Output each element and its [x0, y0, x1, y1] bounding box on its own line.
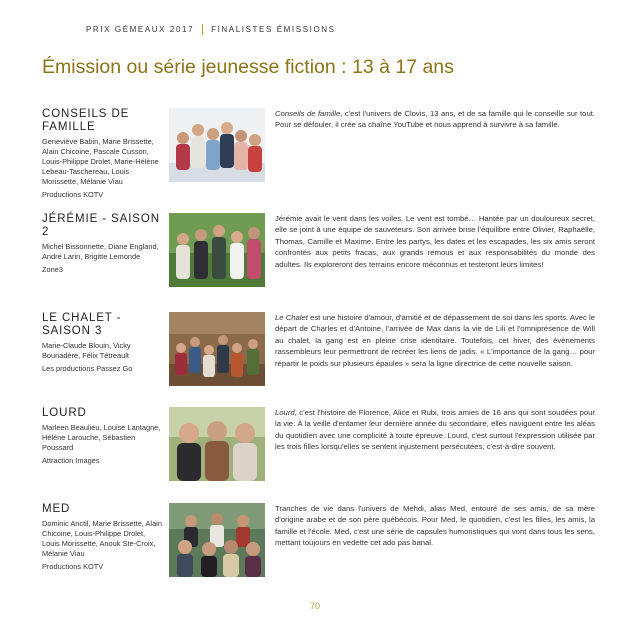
show-title: LOURD: [42, 407, 87, 419]
description-text: , c'est l'histoire de Florence, Alice et Rubi, trois amies de 16 ans qui sont soudées pour la vie. À la veille d'entamer leur dernière année du secondaire, elles naviguent entre les aléas du quotidien avec une complicité à toute épreuve. Lourd, c'est surtout l'expression utilisée par les trois filles lorsqu'elles se sentent injustement persécutées, c'est-à-dire souvent.: [275, 408, 595, 452]
show-description: [275, 407, 595, 453]
production-company: Zone3: [42, 265, 63, 274]
finalist-entry: [42, 213, 597, 303]
show-description: [275, 312, 595, 369]
running-header: [86, 24, 336, 35]
cast-photo-image: [169, 503, 265, 577]
description-italic-title: Le Chalet: [275, 313, 308, 322]
show-title: JÉRÉMIE - SAISON 2: [42, 213, 160, 238]
finalist-entry: [42, 407, 597, 497]
show-description: [275, 213, 595, 270]
description-italic-title: Conseils de famille: [275, 109, 341, 118]
page-title: Émission ou série jeunesse fiction : 13 à 17 ans: [42, 56, 454, 78]
description-text: , c'est l'univers de Clovis, 13 ans, et de sa famille qui le conseille sur tout. Pour se défouler, il crée sa chaîne YouTube et nous apprend à survivre à sa famille.: [275, 109, 595, 130]
description-italic-title: Lourd: [275, 408, 295, 417]
entry-info: [42, 213, 162, 275]
show-credits: Dominic Anctil, Marie Brissette, Alain Chicoine, Louis-Philippe Drolet, Louis Morissette, Anouk Ste-Croix, Mélanie Viau: [42, 519, 162, 558]
production-company: Attraction Images: [42, 456, 100, 465]
cast-photo-image: [169, 108, 265, 182]
finalist-entry: [42, 108, 597, 198]
cast-photo-image: [169, 407, 265, 481]
finalist-entry: [42, 503, 597, 593]
show-photo: [169, 503, 265, 577]
entry-info: [42, 108, 162, 200]
show-photo: [169, 213, 265, 287]
show-credits: Geneviève Babin, Marie Brissette, Alain Chicoine, Pascale Cusson, Louis-Philippe Drolet, Marie-Hélène Lebeau-Taschereau, Louis Morissette, Mélanie Viau: [42, 137, 159, 186]
entry-info: [42, 312, 162, 374]
show-credits: Marie-Claude Blouin, Vicky Bounadère, Félix Tétreault: [42, 341, 131, 360]
entry-info: [42, 407, 162, 466]
show-title: LE CHALET - SAISON 3: [42, 312, 122, 337]
show-credits: Michel Bissonnette, Diane England, André Larin, Brigitte Lemonde: [42, 242, 159, 261]
finalist-entry: [42, 312, 597, 402]
header-event: PRIX GÉMEAUX 2017: [86, 25, 195, 34]
show-description: [275, 503, 595, 549]
show-description: [275, 108, 595, 131]
show-photo: [169, 407, 265, 481]
production-company: Les productions Passez Go: [42, 364, 133, 373]
cast-photo-image: [169, 213, 265, 287]
header-separator: [202, 24, 203, 35]
show-credits: Marleen Beaulieu, Louise Lantagne, Hélène Larouche, Sébastien Poussard: [42, 423, 161, 452]
show-photo: [169, 312, 265, 386]
header-section: FINALISTES ÉMISSIONS: [211, 25, 336, 34]
page-number: 70: [309, 601, 320, 611]
show-title: CONSEILS DE FAMILLE: [42, 108, 130, 133]
production-company: Productions KOTV: [42, 562, 104, 571]
description-text: Jérémie avait le vent dans les voiles. Le vent est tombé… Hantée par un douloureux secret, elle se joint à une équipe de sauveteurs. Son arrivée brise l'équilibre entre Olivier, Raphaëlle, Thomas, Camille et Maxime. Entre les partys, les dates et les escapades, les six amis seront confrontés aux petits fracas, aux grands remous et aux responsabilités du monde des adultes. Ils exploreront des terrains encore méconnus et testeront leurs limites!: [275, 214, 595, 269]
show-title: MED: [42, 503, 71, 515]
description-text: Tranches de vie dans l'univers de Mehdi, alias Med, entouré de ses amis, de sa mère d'origine arabe et de son père québécois. Pour Med, le quotidien, c'est les filles, les amis, la famille et l'école. Med, c'est une série de capsules humoristiques qui vont dans tous les sens, mettant toujours en vedette cet ado pas banal.: [275, 504, 595, 548]
description-text: est une histoire d'amour, d'amitié et de dépassement de soi dans les sports. Avec le départ de Charles et d'Antoine, l'arrivée de Max dans la vie de Lili et l'omniprésence de Will au chalet, la gang est en pleine crise identitaire. Toutefois, cet hiver, des évènements rassembleurs leur permettront de recréer les liens de jadis. « L'importance de la gang… pour répartir le poids sur plusieurs épaules » sera la ligne directrice de cette nouvelle saison.: [275, 313, 595, 368]
cast-photo-image: [169, 312, 265, 386]
entry-info: [42, 503, 162, 572]
show-photo: [169, 108, 265, 182]
production-company: Productions KOTV: [42, 190, 104, 199]
